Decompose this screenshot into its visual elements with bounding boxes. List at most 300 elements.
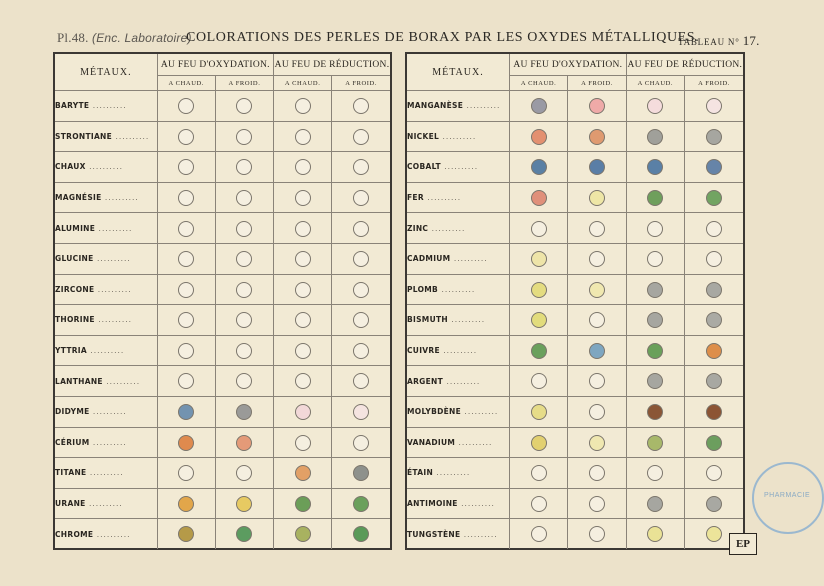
bead-cell	[685, 152, 743, 183]
plate-reference	[57, 30, 192, 46]
bead-color-table	[407, 54, 743, 549]
bead-swatch	[589, 435, 605, 451]
bead-swatch	[295, 221, 311, 237]
leader-dots: ..........	[433, 468, 471, 478]
bead-cell	[626, 152, 684, 183]
bead-cell	[685, 121, 743, 152]
bead-cell	[509, 305, 567, 336]
oxide-name: COBALT	[407, 162, 441, 172]
table-row	[55, 182, 390, 213]
bead-cell	[509, 274, 567, 305]
oxide-name-cell	[407, 274, 509, 305]
bead-cell	[332, 335, 390, 366]
bead-swatch	[353, 251, 369, 267]
leader-dots: ..........	[440, 162, 479, 172]
bead-cell	[215, 335, 273, 366]
bead-swatch	[589, 159, 605, 175]
bead-cell	[157, 274, 215, 305]
table-row	[55, 458, 390, 489]
bead-swatch	[589, 282, 605, 298]
bead-swatch	[236, 526, 252, 542]
bead-swatch	[178, 343, 194, 359]
bead-swatch	[589, 98, 605, 114]
bead-swatch	[295, 312, 311, 328]
bead-swatch	[236, 129, 252, 145]
froid-subheader: A FROID.	[685, 76, 743, 91]
oxide-name: ANTIMOINE	[407, 499, 458, 509]
oxide-name: THORINE	[55, 315, 95, 325]
table-row	[55, 366, 390, 397]
bead-cell	[568, 274, 626, 305]
bead-swatch	[295, 98, 311, 114]
bead-swatch	[647, 404, 663, 420]
oxide-name-cell	[407, 213, 509, 244]
bead-swatch	[531, 526, 547, 542]
bead-swatch	[295, 373, 311, 389]
oxide-name-cell	[55, 519, 157, 549]
bead-cell	[685, 335, 743, 366]
bead-cell	[274, 91, 332, 122]
bead-cell	[215, 121, 273, 152]
bead-cell	[274, 152, 332, 183]
oxide-name: TUNGSTÈNE	[407, 529, 461, 539]
bead-swatch	[531, 282, 547, 298]
bead-cell	[274, 335, 332, 366]
leader-dots: ..........	[101, 193, 139, 203]
table-row	[407, 243, 743, 274]
oxide-name-cell	[407, 488, 509, 519]
bead-swatch	[647, 343, 663, 359]
table-row	[55, 519, 390, 549]
oxide-name-cell	[407, 366, 509, 397]
bead-cell	[626, 305, 684, 336]
oxide-name: GLUCINE	[55, 254, 94, 264]
oxide-name: YTTRIA	[55, 346, 88, 356]
bead-swatch	[353, 98, 369, 114]
bead-swatch	[647, 496, 663, 512]
bead-cell	[274, 305, 332, 336]
bead-cell	[215, 427, 273, 458]
leader-dots: ..........	[94, 284, 132, 294]
oxydation-header: AU FEU D'OXYDATION.	[509, 54, 626, 76]
bead-cell	[509, 152, 567, 183]
table-row	[407, 182, 743, 213]
bead-cell	[626, 519, 684, 549]
table-row	[55, 121, 390, 152]
bead-cell	[332, 121, 390, 152]
bead-swatch	[531, 373, 547, 389]
oxide-name-cell	[55, 91, 157, 122]
bead-cell	[626, 274, 684, 305]
plate-header	[0, 30, 800, 50]
leader-dots: ..........	[447, 315, 486, 325]
bead-cell	[685, 396, 743, 427]
bead-swatch	[706, 159, 722, 175]
bead-swatch	[531, 159, 547, 175]
oxide-name: CADMIUM	[407, 254, 451, 264]
bead-cell	[332, 488, 390, 519]
bead-cell	[157, 91, 215, 122]
bead-swatch	[178, 129, 194, 145]
metaux-header: MÉTAUX.	[407, 54, 509, 91]
bead-cell	[332, 91, 390, 122]
bead-swatch	[353, 221, 369, 237]
bead-cell	[509, 91, 567, 122]
bead-swatch	[178, 373, 194, 389]
bead-swatch	[589, 496, 605, 512]
bead-swatch	[295, 465, 311, 481]
bead-cell	[274, 396, 332, 427]
bead-cell	[685, 243, 743, 274]
oxide-name: BISMUTH	[407, 315, 448, 325]
froid-subheader: A FROID.	[568, 76, 626, 91]
bead-color-table	[55, 54, 390, 549]
bead-cell	[274, 213, 332, 244]
bead-swatch	[236, 312, 252, 328]
oxide-name-cell	[407, 427, 509, 458]
bead-swatch	[531, 129, 547, 145]
bead-swatch	[295, 251, 311, 267]
bead-cell	[568, 305, 626, 336]
bead-swatch	[295, 343, 311, 359]
bead-cell	[568, 335, 626, 366]
bead-cell	[215, 458, 273, 489]
bead-swatch	[236, 373, 252, 389]
bead-cell	[509, 243, 567, 274]
bead-cell	[509, 458, 567, 489]
bead-cell	[568, 488, 626, 519]
bead-swatch	[295, 435, 311, 451]
leader-dots: ..........	[438, 284, 476, 294]
bead-swatch	[706, 251, 722, 267]
bead-swatch	[531, 404, 547, 420]
plate-number: Pl.48.	[57, 30, 89, 45]
bead-cell	[626, 488, 684, 519]
bead-cell	[626, 335, 684, 366]
bead-cell	[215, 152, 273, 183]
oxide-name-cell	[55, 427, 157, 458]
oxide-name: ZINC	[407, 223, 429, 233]
bead-cell	[332, 213, 390, 244]
bead-cell	[274, 488, 332, 519]
oxide-name: DIDYME	[55, 407, 90, 417]
bead-swatch	[589, 465, 605, 481]
bead-cell	[157, 519, 215, 549]
oxide-name: MOLYBDÈNE	[407, 407, 462, 417]
bead-swatch	[706, 312, 722, 328]
oxide-name-cell	[55, 488, 157, 519]
leader-dots: ..........	[89, 101, 127, 111]
oxide-name-cell	[55, 305, 157, 336]
bead-swatch	[178, 159, 194, 175]
leader-dots: ..........	[455, 437, 493, 447]
oxide-name-cell	[55, 182, 157, 213]
table-row	[55, 213, 390, 244]
bead-swatch	[589, 129, 605, 145]
bead-swatch	[295, 282, 311, 298]
bead-swatch	[706, 221, 722, 237]
bead-swatch	[589, 404, 605, 420]
bead-swatch	[178, 496, 194, 512]
bead-swatch	[178, 221, 194, 237]
bead-cell	[509, 488, 567, 519]
bead-cell	[509, 366, 567, 397]
bead-swatch	[295, 404, 311, 420]
bead-swatch	[531, 190, 547, 206]
oxide-name: NICKEL	[407, 131, 440, 141]
bead-swatch	[706, 282, 722, 298]
bead-cell	[509, 121, 567, 152]
bead-cell	[568, 519, 626, 549]
reduction-header: AU FEU DE RÉDUCTION.	[274, 54, 390, 76]
metaux-header: MÉTAUX.	[55, 54, 157, 91]
leader-dots: ..........	[439, 346, 478, 356]
bead-swatch	[647, 435, 663, 451]
bead-swatch	[295, 190, 311, 206]
oxide-name-cell	[55, 152, 157, 183]
oxide-name-cell	[407, 121, 509, 152]
bead-cell	[215, 396, 273, 427]
bead-cell	[332, 396, 390, 427]
leader-dots: ..........	[87, 346, 125, 356]
bead-swatch	[295, 526, 311, 542]
oxide-name: STRONTIANE	[55, 131, 113, 141]
leader-dots: ..........	[450, 254, 488, 264]
tableau-reference	[678, 33, 760, 49]
oxide-name-cell	[55, 213, 157, 244]
bead-swatch	[353, 373, 369, 389]
reduction-header: AU FEU DE RÉDUCTION.	[626, 54, 743, 76]
oxide-name-cell	[55, 121, 157, 152]
bead-swatch	[589, 190, 605, 206]
bead-swatch	[353, 159, 369, 175]
bead-cell	[215, 91, 273, 122]
bead-swatch	[647, 526, 663, 542]
bead-swatch	[706, 190, 722, 206]
bead-swatch	[531, 98, 547, 114]
bead-cell	[332, 305, 390, 336]
oxide-name: ALUMINE	[55, 223, 96, 233]
bead-cell	[332, 274, 390, 305]
table-row	[407, 91, 743, 122]
table-row	[55, 305, 390, 336]
leader-dots: ..........	[95, 223, 133, 233]
bead-swatch	[178, 190, 194, 206]
table-row	[55, 427, 390, 458]
bead-cell	[157, 305, 215, 336]
plate-source: (Enc. Laboratoire)	[92, 31, 192, 45]
bead-cell	[215, 488, 273, 519]
table-row	[55, 488, 390, 519]
oxide-name-cell	[407, 458, 509, 489]
bead-swatch	[353, 435, 369, 451]
oxide-name-cell	[407, 396, 509, 427]
bead-cell	[215, 366, 273, 397]
bead-swatch	[236, 404, 252, 420]
bead-cell	[568, 366, 626, 397]
leader-dots: ..........	[93, 254, 131, 264]
bead-swatch	[236, 251, 252, 267]
bead-swatch	[178, 404, 194, 420]
bead-swatch	[236, 282, 252, 298]
oxide-name: CHAUX	[55, 162, 86, 172]
table-row	[407, 335, 743, 366]
table-row	[407, 519, 743, 549]
bead-swatch	[236, 496, 252, 512]
tableau-label: TABLEAU N°	[678, 37, 740, 47]
bead-swatch	[353, 343, 369, 359]
table-row	[407, 488, 743, 519]
bead-cell	[509, 335, 567, 366]
leader-dots: ..........	[439, 131, 477, 141]
bead-swatch	[178, 251, 194, 267]
bead-cell	[626, 366, 684, 397]
oxydation-header: AU FEU D'OXYDATION.	[157, 54, 273, 76]
table-row	[55, 243, 390, 274]
froid-subheader: A FROID.	[332, 76, 390, 91]
bead-cell	[157, 213, 215, 244]
bead-swatch	[178, 98, 194, 114]
bead-swatch	[353, 404, 369, 420]
oxide-name: ARGENT	[407, 376, 444, 386]
bead-swatch	[353, 282, 369, 298]
bead-swatch	[589, 221, 605, 237]
bead-swatch	[178, 312, 194, 328]
bead-cell	[685, 182, 743, 213]
oxide-name-cell	[55, 396, 157, 427]
bead-cell	[685, 458, 743, 489]
oxide-name: FER	[407, 193, 424, 203]
bead-swatch	[178, 282, 194, 298]
bead-cell	[509, 213, 567, 244]
bead-cell	[157, 427, 215, 458]
table-row	[407, 458, 743, 489]
chaud-subheader: A CHAUD.	[274, 76, 332, 91]
bead-swatch	[295, 496, 311, 512]
bead-swatch	[706, 404, 722, 420]
leader-dots: ..........	[93, 529, 131, 539]
bead-cell	[685, 274, 743, 305]
bead-cell	[157, 458, 215, 489]
bead-swatch	[647, 251, 663, 267]
page-title: COLORATIONS DES PERLES DE BORAX PAR LES OXYDES MÉTALLIQUES.	[186, 30, 700, 45]
leader-dots: ..........	[457, 499, 495, 509]
bead-cell	[157, 121, 215, 152]
bead-swatch	[706, 129, 722, 145]
table-row	[55, 274, 390, 305]
bead-cell	[157, 488, 215, 519]
bead-cell	[685, 488, 743, 519]
bead-swatch	[647, 190, 663, 206]
bead-cell	[157, 335, 215, 366]
bead-swatch	[531, 343, 547, 359]
leader-dots: ..........	[112, 131, 150, 141]
bead-cell	[332, 519, 390, 549]
bead-cell	[509, 519, 567, 549]
oxide-name: MANGANÈSE	[407, 101, 464, 111]
bead-swatch	[647, 98, 663, 114]
bead-swatch	[178, 435, 194, 451]
table-row	[55, 335, 390, 366]
oxide-name: TITANE	[55, 468, 87, 478]
leader-dots: ..........	[85, 499, 123, 509]
bead-swatch	[353, 465, 369, 481]
bead-swatch	[706, 98, 722, 114]
leader-dots: ..........	[86, 468, 124, 478]
bead-cell	[274, 121, 332, 152]
table-row	[407, 396, 743, 427]
bead-cell	[215, 213, 273, 244]
bead-swatch	[647, 159, 663, 175]
bead-cell	[157, 182, 215, 213]
bead-cell	[332, 427, 390, 458]
bead-swatch	[706, 373, 722, 389]
leader-dots: ..........	[423, 193, 462, 203]
bead-swatch	[647, 129, 663, 145]
bead-swatch	[706, 465, 722, 481]
left-table-panel	[53, 52, 392, 550]
leader-dots: ..........	[102, 376, 141, 386]
bead-cell	[215, 182, 273, 213]
leader-dots: ..........	[463, 101, 501, 111]
oxide-name: CHROME	[55, 529, 94, 539]
oxide-name-cell	[407, 152, 509, 183]
bead-cell	[626, 121, 684, 152]
bead-cell	[157, 396, 215, 427]
bead-swatch	[236, 159, 252, 175]
bead-swatch	[353, 312, 369, 328]
oxide-name: PLOMB	[407, 284, 439, 294]
library-stamp: PHARMACIE	[752, 462, 824, 534]
bead-swatch	[647, 312, 663, 328]
oxide-name: CUIVRE	[407, 346, 440, 356]
bead-cell	[274, 274, 332, 305]
bead-swatch	[353, 190, 369, 206]
bead-swatch	[647, 282, 663, 298]
bead-cell	[157, 152, 215, 183]
bead-swatch	[647, 465, 663, 481]
bead-cell	[509, 427, 567, 458]
leader-dots: ..........	[460, 529, 498, 539]
table-row	[407, 152, 743, 183]
leader-dots: ..........	[89, 437, 127, 447]
bead-swatch	[353, 526, 369, 542]
oxide-name-cell	[55, 243, 157, 274]
bead-swatch	[353, 129, 369, 145]
table-row	[55, 91, 390, 122]
bead-swatch	[236, 190, 252, 206]
oxide-name: MAGNÉSIE	[55, 193, 102, 203]
bead-cell	[215, 274, 273, 305]
bead-cell	[568, 396, 626, 427]
bead-swatch	[295, 159, 311, 175]
bead-cell	[215, 519, 273, 549]
bead-cell	[274, 366, 332, 397]
bead-cell	[568, 243, 626, 274]
bead-cell	[509, 396, 567, 427]
bead-swatch	[531, 221, 547, 237]
bead-swatch	[353, 496, 369, 512]
oxide-name-cell	[55, 366, 157, 397]
bead-swatch	[706, 496, 722, 512]
bead-swatch	[589, 526, 605, 542]
chaud-subheader: A CHAUD.	[157, 76, 215, 91]
leader-dots: ..........	[85, 162, 123, 172]
table-row	[407, 121, 743, 152]
bead-cell	[274, 182, 332, 213]
oxide-name-cell	[407, 335, 509, 366]
bead-cell	[215, 305, 273, 336]
